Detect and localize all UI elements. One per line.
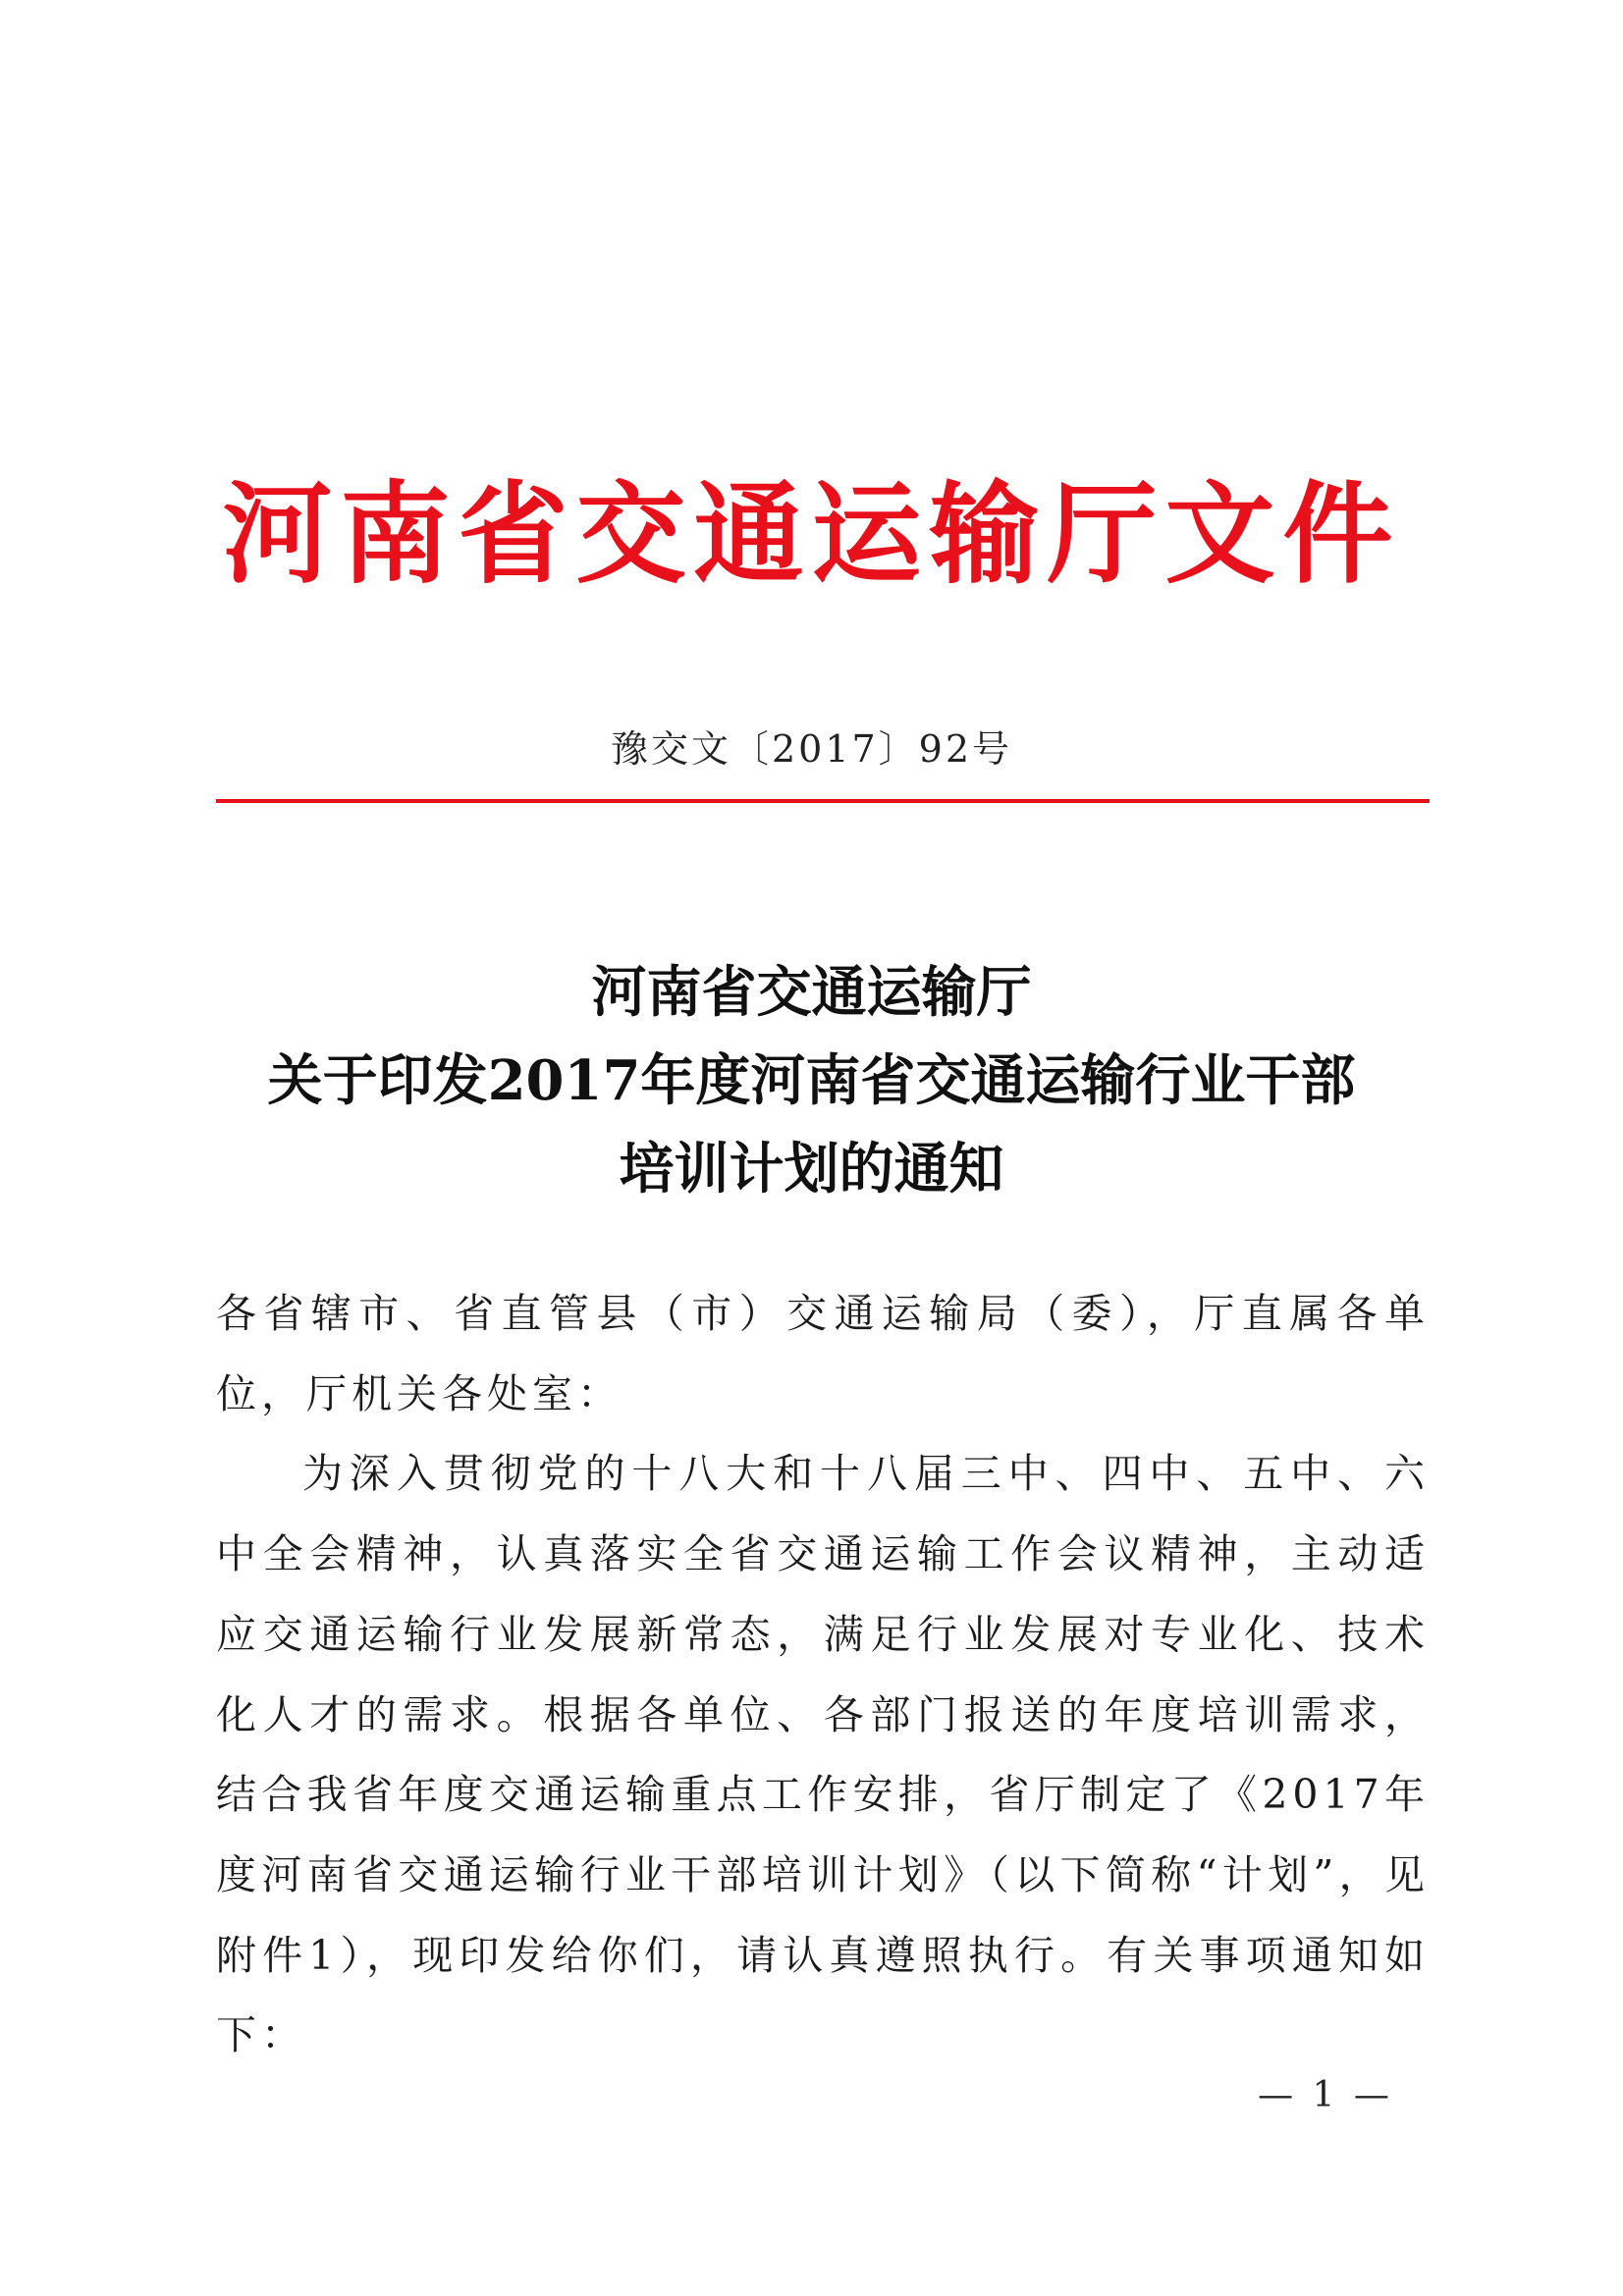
page-number: — 1 — <box>1258 2075 1393 2115</box>
title-line-1: 河南省交通运输厅 <box>591 960 1032 1025</box>
body-paragraph-1: 为深入贯彻党的十八大和十八届三中、四中、五中、六中全会精神，认真落实全省交通运输工作会议精神，主动适应交通运输行业发展新常态，满足行业发展对专业化、技术化人才的需求。根据各单位、各部门报送的年度培训需求，结合我省年度交通运输重点工作安排，省厅制定了《2017年度河南省交通运输行业干部培训计划》（以下简称“计划”，见附件1），现印发给你们，请认真遵照执行。有关事项通知如下： <box>216 1450 1430 2059</box>
issuer-red-header: 河南省交通运输厅文件 <box>222 471 1401 599</box>
title-line-3: 培训计划的通知 <box>619 1137 1004 1201</box>
notice-body <box>216 1274 1430 2076</box>
addressee-paragraph: 各省辖市、省直管县（市）交通运输局（委），厅直属各单位，厅机关各处室： <box>216 1290 1430 1417</box>
red-divider-line <box>216 799 1430 803</box>
title-line-2: 关于印发2017年度河南省交通运输行业干部 <box>267 1048 1356 1113</box>
document-number: 豫交文〔2017〕92号 <box>610 727 1013 771</box>
notice-title <box>216 948 1407 1213</box>
